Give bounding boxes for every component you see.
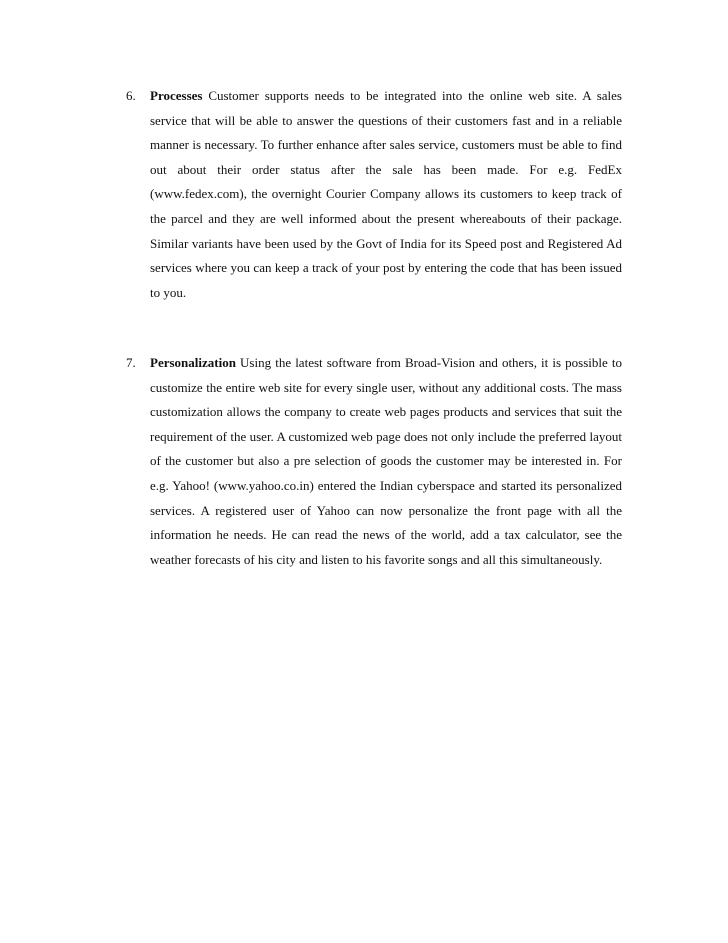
item-text: Customer supports needs to be integrated into the online web site. A sales service that will be able to answer the questions of their customers fast and in a reliable manner is necessary. To further enhance after sales service, customers must be able to find out about their order status after the sale has been made. For e.g. FedEx (www.fedex.com), the overnight Courier Company allows its customers to keep track of the parcel and they are well informed about the present whereabouts of their package. Similar variants have been used by the Govt of India for its Speed post and Registered Ad services where you can keep a track of your post by entering the code that has been issued to you. [150, 88, 622, 300]
list-item-processes [126, 84, 622, 305]
list-item-body [150, 351, 622, 572]
list-item-body [150, 84, 622, 305]
item-term: Personalization [150, 355, 236, 370]
item-term: Processes [150, 88, 203, 103]
list-item-personalization [126, 351, 622, 572]
list-number: 7. [126, 355, 136, 370]
item-text: Using the latest software from Broad-Vision and others, it is possible to customize the entire web site for every single user, without any additional costs. The mass customization allows the company to create web pages products and services that suit the requirement of the user. A customized web page does not only include the preferred layout of the customer but also a pre selection of goods the customer may be interested in. For e.g. Yahoo! (www.yahoo.co.in) entered the Indian cyberspace and started its personalized services. A registered user of Yahoo can now personalize the front page with all the information he needs. He can read the news of the world, add a tax calculator, see the weather forecasts of his city and listen to his favorite songs and all this simultaneously. [150, 355, 622, 567]
list-number: 6. [126, 88, 136, 103]
